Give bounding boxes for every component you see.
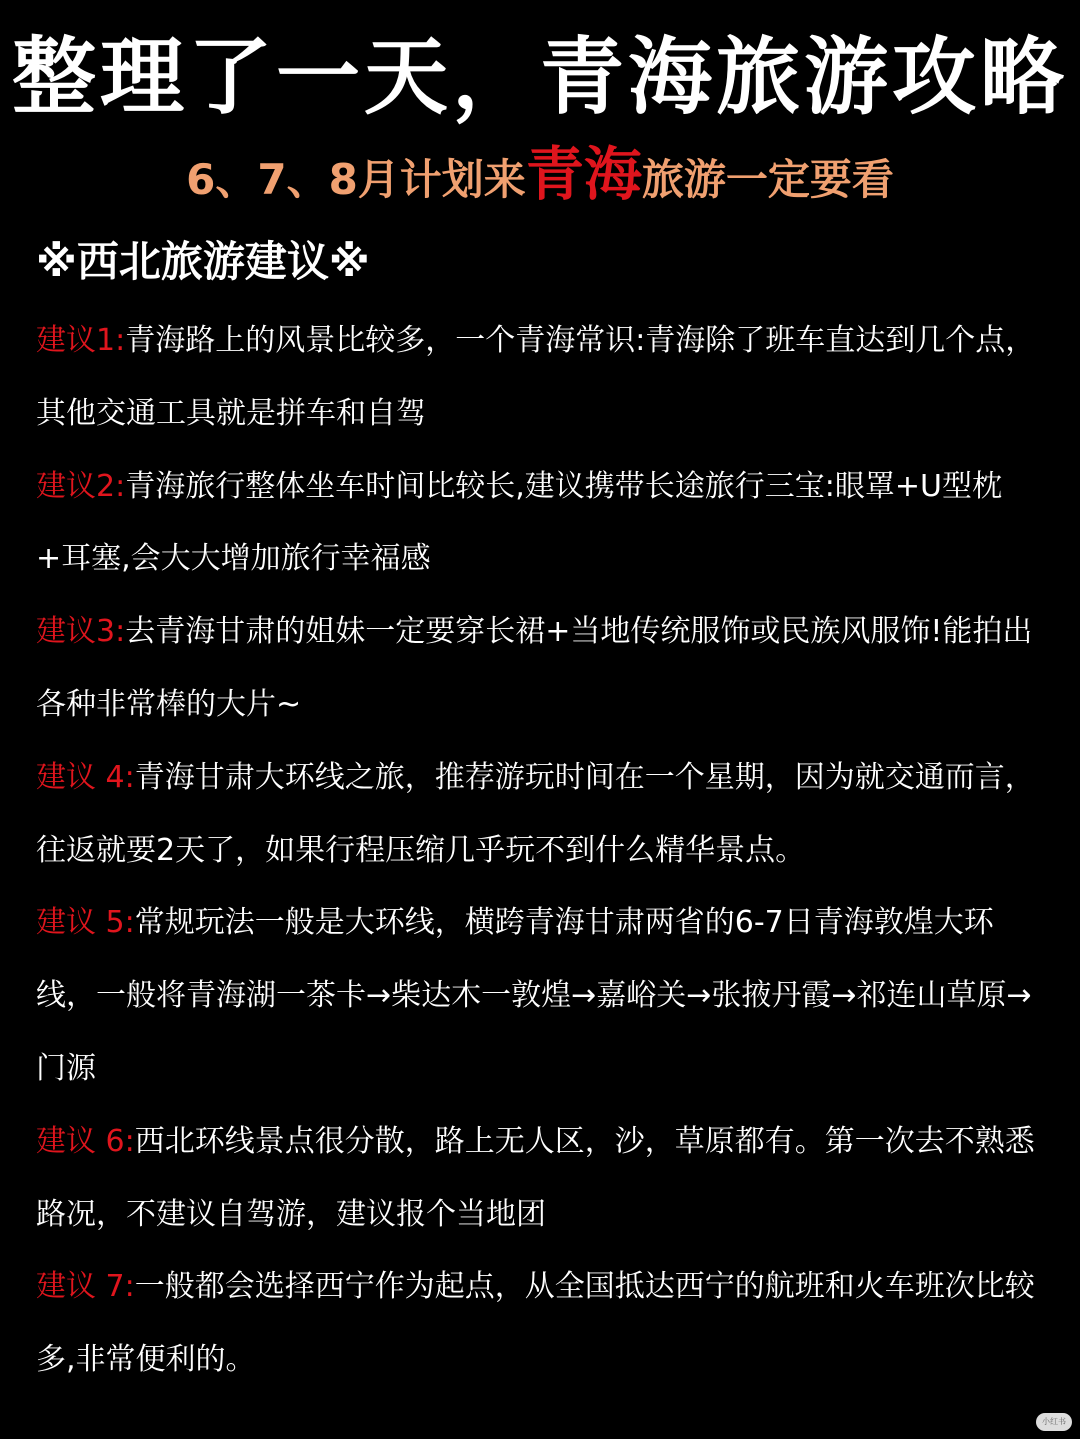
tip-item (36, 1106, 1036, 1252)
tip-item (36, 1251, 1036, 1397)
tip-label: 建议2: (36, 468, 126, 504)
tip-text: 青海甘肃大环线之旅，推荐游玩时间在一个星期，因为就交通而言，往返就要2天了，如果行程压缩几乎玩不到什么精华景点。 (36, 759, 1035, 868)
tips-list (36, 305, 1036, 1397)
tip-label: 建议1: (36, 323, 126, 358)
page-subtitle (0, 134, 1080, 220)
tip-item (36, 305, 1036, 451)
tip-item (36, 596, 1036, 742)
page-title: 整理了一天，青海旅游攻略 (11, 28, 1068, 126)
subtitle-prefix: 6、7、8月计划来 (186, 155, 526, 204)
tip-text: 一般都会选择西宁作为起点，从全国抵达西宁的航班和火车班次比较多,非常便利的。 (36, 1269, 1035, 1378)
tip-label: 建议3: (36, 614, 126, 650)
tip-item (36, 451, 1036, 597)
section-heading: ※西北旅游建议※ (36, 237, 370, 286)
tip-text: 去青海甘肃的姐妹一定要穿长裙+当地传统服饰或民族风服饰!能拍出各种非常棒的大片~ (36, 614, 1033, 722)
watermark-logo: 小红书 (1036, 1413, 1072, 1431)
tip-text: 青海路上的风景比较多，一个青海常识:青海除了班车直达到几个点，其他交通工具就是拼车和自驾 (36, 323, 1036, 431)
tip-text: 常规玩法一般是大环线，横跨青海甘肃两省的6-7日青海敦煌大环线，一般将青海湖一茶卡→柴达木一敦煌→嘉峪关→张掖丹霞→祁连山草原→门源 (36, 905, 1032, 1086)
tip-item (36, 742, 1036, 888)
tip-label: 建议 7: (36, 1269, 135, 1305)
subtitle-suffix: 旅游一定要看 (641, 155, 894, 204)
tip-text: 青海旅行整体坐车时间比较长,建议携带长途旅行三宝:眼罩+U型枕+耳塞,会大大增加旅行幸福感 (36, 468, 1002, 577)
subtitle-highlight: 青海 (525, 140, 642, 208)
tip-label: 建议 6: (36, 1123, 135, 1159)
tip-label: 建议 5: (36, 905, 135, 941)
tip-label: 建议 4: (36, 759, 135, 795)
tip-item (36, 887, 1036, 1105)
tip-text: 西北环线景点很分散，路上无人区，沙，草原都有。第一次去不熟悉路况，不建议自驾游，建议报个当地团 (36, 1123, 1035, 1232)
